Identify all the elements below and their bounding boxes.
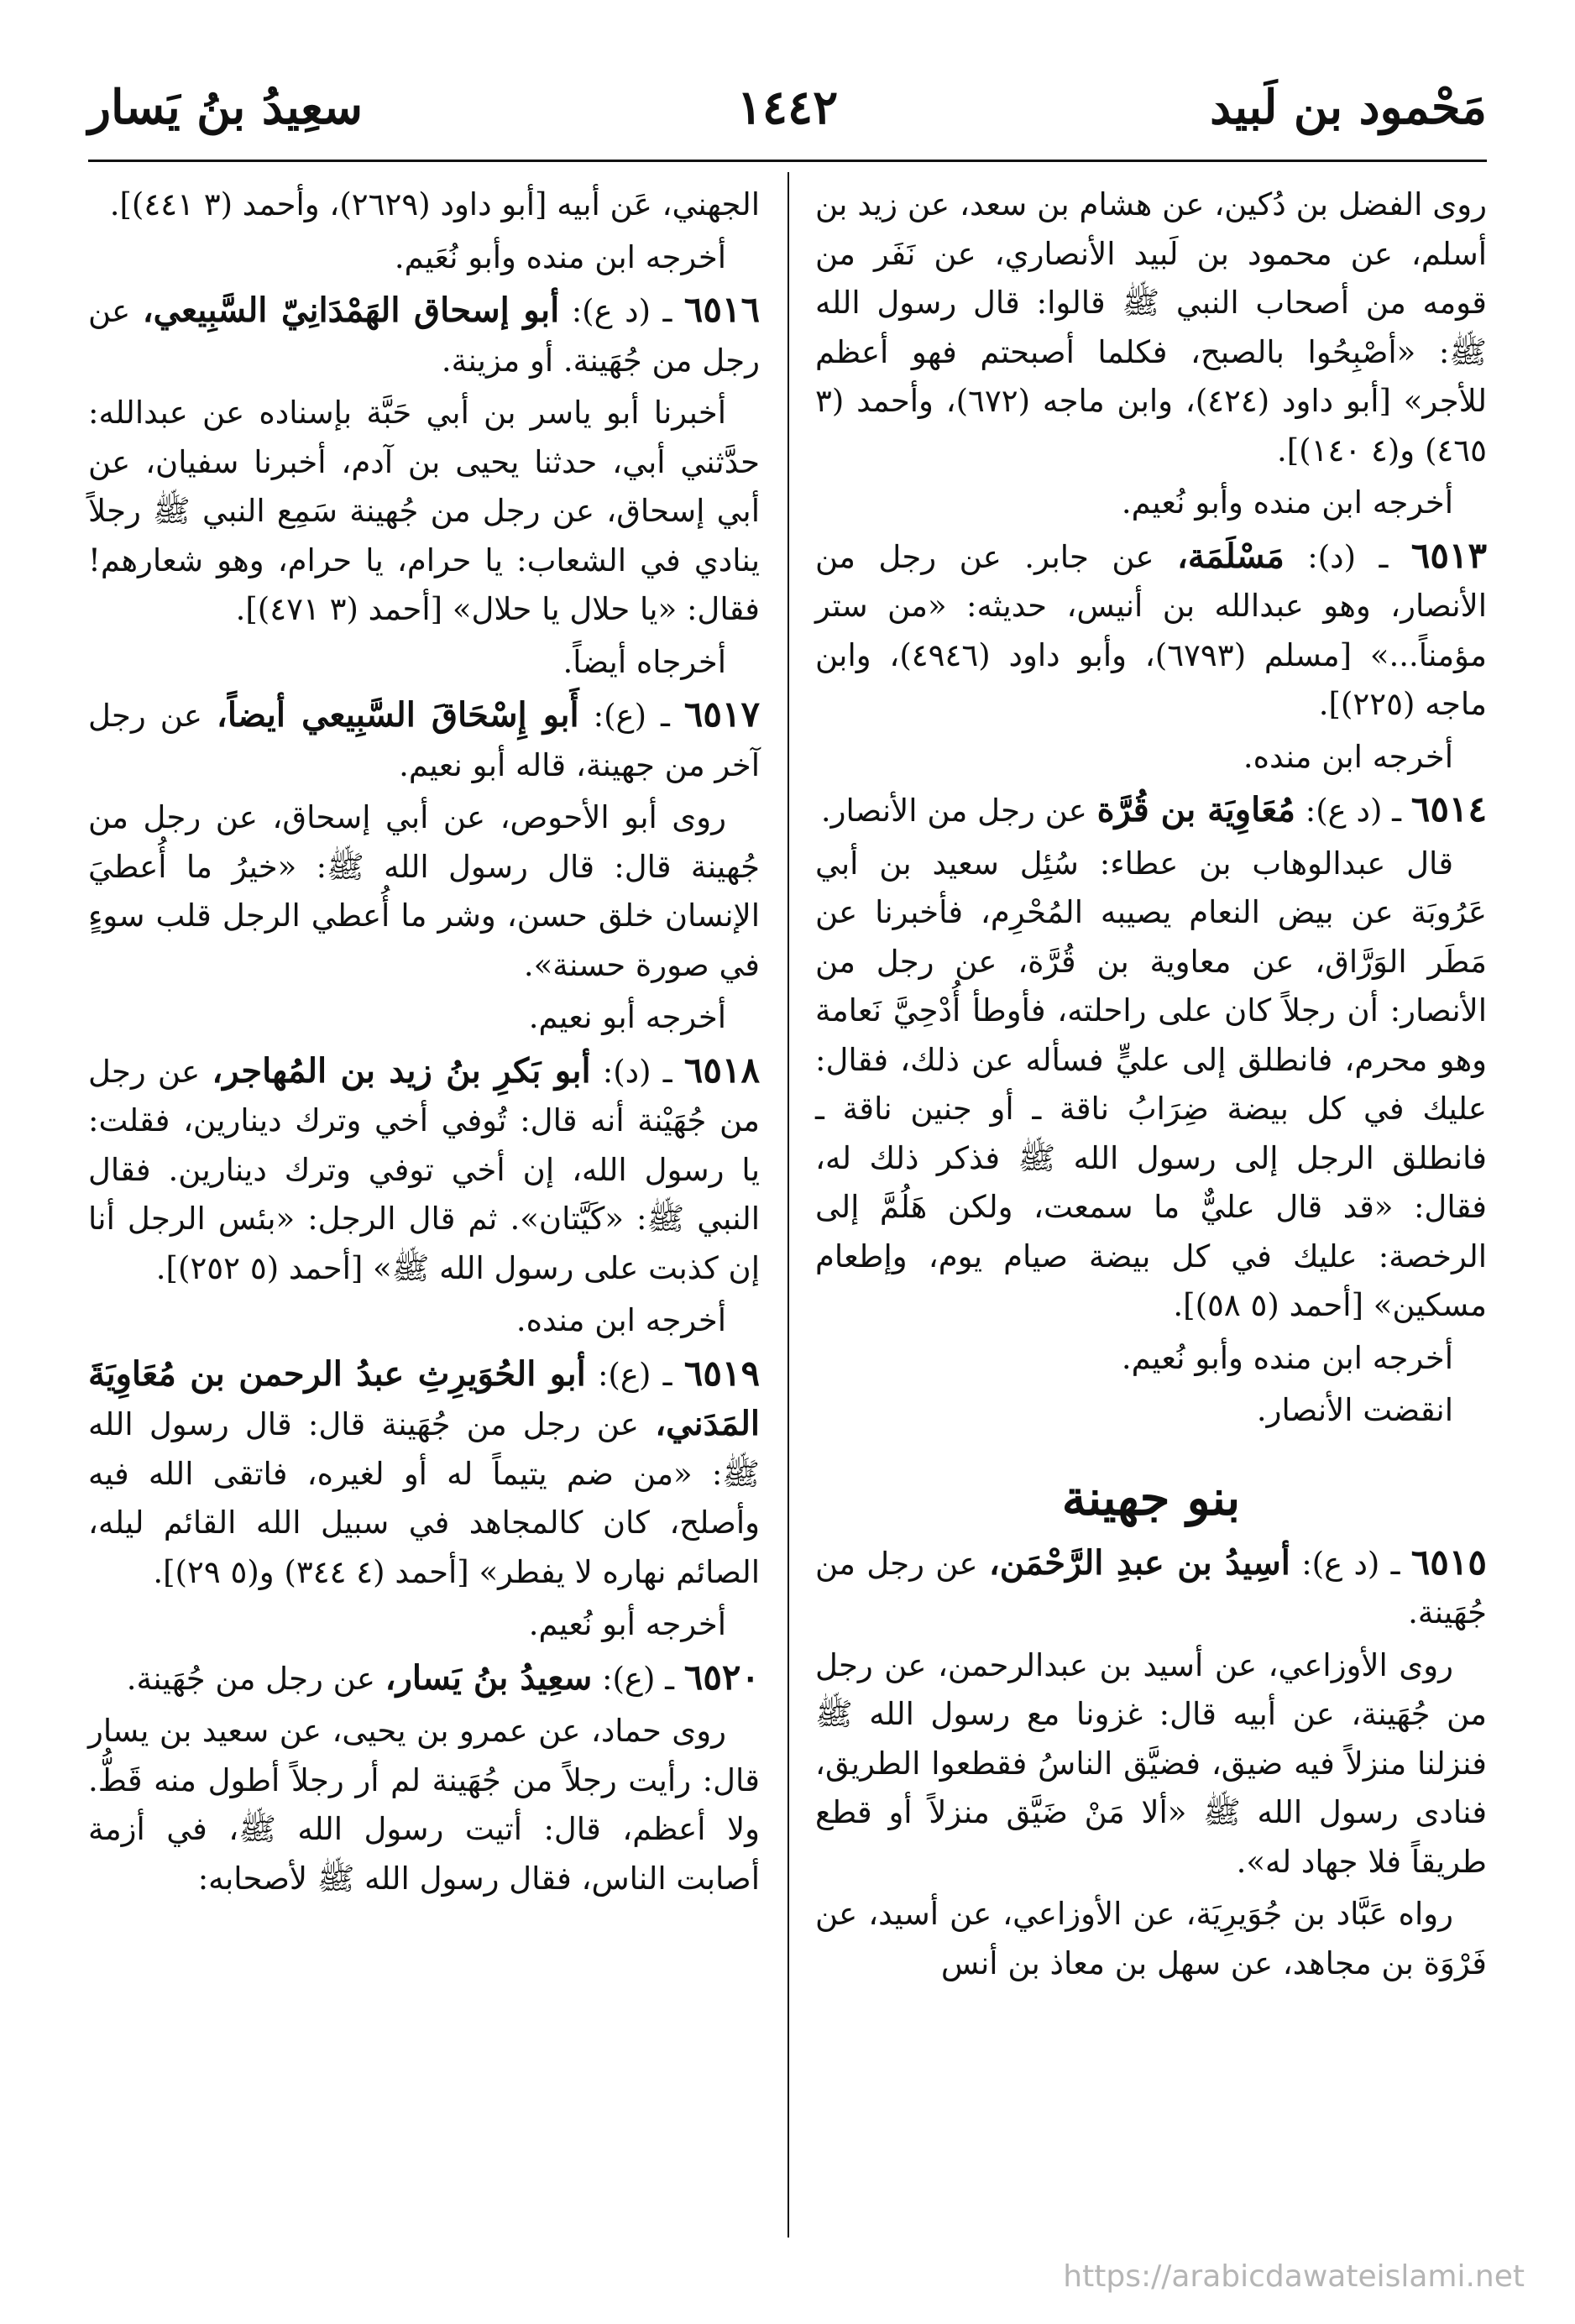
entry-name: مُعَاوِيَة بن قُرَّة xyxy=(1096,790,1295,830)
entry-text: عن جابر. عن رجل من الأنصار، وهو عبدالله بن أنيس، حديثه: «من ستر مؤمناً...» [مسلم (٦٧٩٣)، وأبو داود (٤٩٤٦)، وابن ماجه (٢٢٥)]. xyxy=(815,538,1487,722)
entry-name: أَبو إِسْحَاقَ السَّبِيعي أيضاً، xyxy=(216,695,579,735)
paragraph: أخبرنا أبو ياسر بن أبي حَبَّة بإسناده عن عبدالله: حدَّثني أبي، حدثنا يحيى بن آدم، أخبرنا سفيان، عن أبي إسحاق، عن رجل من جُهينة سَمِع النبي ﷺ رجلاً ينادي في الشعاب: يا حرام، يا حرام، وهو شعارهم! فقال: «يا حلال يا حلال» [أحمد (٣ ٤٧١)]. xyxy=(88,395,760,627)
entry-text: عن رجل من جُهَيْنة أنه قال: تُوفي أخي وترك دينارين، فقلت: يا رسول الله، إن أخي توفي وترك دينارين. فقال النبي ﷺ: «كَيَّتان». ثم قال الرجل: «بئس الرجل أنا إن كذبت على رسول الله ﷺ» [أحمد (٥ ٢٥٢)]. xyxy=(88,1053,760,1286)
right-column xyxy=(815,181,1487,1992)
paragraph: رواه عَبَّاد بن جُوَيرِيَة، عن الأوزاعي، عن أسيد، عن فَرْوَة بن مجاهد، عن سهل بن معاذ بن أنس xyxy=(815,1896,1487,1981)
entry-number: ٦٥١٥ xyxy=(1410,1541,1487,1583)
entry-source-code: ـ (ع): xyxy=(578,698,684,734)
biography-entry xyxy=(88,285,760,385)
paragraph: أخرجه أبو نعيم. xyxy=(528,999,726,1035)
entry-name: أبو الحُوَيرِثِ عبدُ الرحمن بن مُعَاوِيَةَ المَدَني، xyxy=(88,1353,760,1443)
biography-entry xyxy=(88,1046,760,1294)
entry-number: ٦٥٢٠ xyxy=(683,1656,760,1698)
entry-text: عن رجل من جُهَينة. xyxy=(815,1545,1487,1630)
paragraph: أخرجه ابن منده. xyxy=(515,1302,726,1338)
paragraph: أخرجه أبو نُعيم. xyxy=(528,1606,726,1642)
paragraph: روى حماد، عن عمرو بن يحيى، عن سعيد بن يسار قال: رأيت رجلاً من جُهَينة لم أر رجلاً أطول منه قَطُّ. ولا أعظم، قال: أتيت رسول الله ﷺ، في أزمة أصابت الناس، فقال رسول الله ﷺ لأصحابه: xyxy=(88,1713,760,1897)
paragraph: روى الأوزاعي، عن أسيد بن عبدالرحمن، عن رجل من جُهَينة، عن أبيه قال: غزونا مع رسول الله ﷺ فنزلنا منزلاً فيه ضيق، فضيَّق الناسُ فقطعوا الطريق، فنادى رسول الله ﷺ «ألا مَنْ ضَيَّق منزلاً أو قطع طريقاً فلا جهاد له». xyxy=(815,1646,1487,1880)
running-head-left: سعِيدُ بنُ يَسار xyxy=(88,80,364,135)
entry-text: عن رجل من جُهَينة. أو مزينة. xyxy=(88,293,760,379)
paragraph: أخرجه ابن منده وأبو نُعيم. xyxy=(1121,484,1453,521)
header-rule xyxy=(88,160,1487,162)
paragraph: انقضت الأنصار. xyxy=(1256,1392,1453,1428)
entry-number: ٦٥١٤ xyxy=(1410,788,1487,830)
section-title: بنو جهينة xyxy=(1061,1468,1241,1526)
page-number: ١٤٤٢ xyxy=(736,80,839,135)
page-header xyxy=(88,80,1487,147)
biography-entry xyxy=(815,531,1487,730)
column-divider xyxy=(788,172,789,2238)
entry-number: ٦٥١٩ xyxy=(683,1352,760,1394)
entry-source-code: ـ (د ع): xyxy=(559,293,684,329)
entry-number: ٦٥١٧ xyxy=(683,694,761,735)
entry-number: ٦٥١٦ xyxy=(683,289,761,330)
running-head-right: مَحْمود بن لَبيد xyxy=(1210,80,1487,135)
paragraph: قال عبدالوهاب بن عطاء: سُئِل سعيد بن أبي عَرُوبَة عن بيض النعام يصيبه المُحْرِم، فأخبرنا عن مَطَر الوَرَّاق، عن معاوية بن قُرَّة، عن رجل من الأنصار: أن رجلاً كان على راحلته، فأوطأ أُدْحِيَّ نَعامة وهو محرم، فانطلق إلى عليٍّ فسأله عن ذلك، فقال: عليك في كل بيضة ضِرَابُ ناقة ـ أو جنين ناقة ـ فانطلق الرجل إلى رسول الله ﷺ فذكر ذلك له، فقال: «قد قال عليٌّ ما سمعت، ولكن هَلُمَّ إلى الرخصة: عليك في كل بيضة صيام يوم، وإطعام مسكين» [أحمد (٥ ٥٨)]. xyxy=(815,845,1487,1323)
paragraph: روى أبو الأحوص، عن أبي إسحاق، عن رجل من جُهينة قال: قال رسول الله ﷺ: «خيرُ ما أُعطيَ الإنسان خلق حسن، وشر ما أُعطي الرجل قلب سوءٍ في صورة حسنة». xyxy=(88,799,760,983)
entry-text: عن رجل من الأنصار. xyxy=(820,793,1097,829)
paragraph: أخرجه ابن منده. xyxy=(1243,738,1453,775)
paragraph: أخرجه ابن منده وأبو نُعَيم. xyxy=(394,238,726,275)
paragraph: أخرجاه أيضاً. xyxy=(562,643,726,680)
biography-entry xyxy=(88,1349,760,1598)
entry-source-code: ـ (د ع): xyxy=(1295,793,1411,829)
paragraph: أخرجه ابن منده وأبو نُعيم. xyxy=(1121,1339,1453,1376)
entry-source-code: ـ (ع): xyxy=(592,1660,684,1697)
paragraph: الجهني، عَن أبيه [أبو داود (٢٦٢٩)، وأحمد (٣ ٤٤١)]. xyxy=(109,186,760,222)
entry-name: أبو بَكرِ بنُ زيد بن المُهاجر، xyxy=(212,1050,591,1091)
entry-name: أبو إسحاق الهَمْدَانِيّ السَّبِيعي، xyxy=(142,290,560,330)
watermark: https://arabicdawateislami.net xyxy=(1063,2259,1525,2294)
left-column xyxy=(88,181,760,1907)
biography-entry xyxy=(88,690,760,790)
entry-number: ٦٥١٣ xyxy=(1410,534,1488,576)
entry-name: مَسْلَمَة، xyxy=(1177,536,1285,576)
entry-name: سعِيدُ بنُ يَسار، xyxy=(385,1657,593,1698)
paragraph: روى الفضل بن دُكين، عن هشام بن سعد، عن زيد بن أسلم، عن محمود بن لَبيد الأنصاري، عن نَفَر من قومه من أصحاب النبي ﷺ قالوا: قال رسول الله ﷺ: «أصْبِحُوا بالصبح، فكلما أصبحتم فهو أعظم للأجر» [أبو داود (٤٢٤)، وابن ماجه (٦٧٢)، وأحمد (٣ ٤٦٥) و(٤ ١٤٠)]. xyxy=(815,186,1487,468)
entry-text: عن رجل من جُهَينة قال: قال رسول الله ﷺ: «من ضم يتيماً له أو لغيره، فاتقى الله فيه وأصلح، كان كالمجاهد في سبيل الله القائم ليله، الصائم نهاره لا يفطر» [أحمد (٤ ٣٤٤) و(٥ ٢٩)]. xyxy=(88,1406,760,1590)
biography-entry xyxy=(815,785,1487,836)
entry-text: عن رجل من جُهَينة. xyxy=(126,1660,385,1697)
entry-number: ٦٥١٨ xyxy=(683,1049,761,1091)
biography-entry xyxy=(88,1653,760,1704)
entry-text: عن رجل آخر من جهينة، قاله أبو نعيم. xyxy=(88,698,760,783)
entry-source-code: ـ (د ع): xyxy=(1290,1545,1411,1582)
biography-entry xyxy=(815,1538,1487,1638)
entry-source-code: ـ (ع): xyxy=(585,1356,684,1393)
entry-source-code: ـ (د): xyxy=(1284,538,1411,575)
entry-name: أسِيدُ بن عبدِ الرَّحْمَن، xyxy=(988,1542,1290,1583)
entry-source-code: ـ (د): xyxy=(590,1053,684,1090)
